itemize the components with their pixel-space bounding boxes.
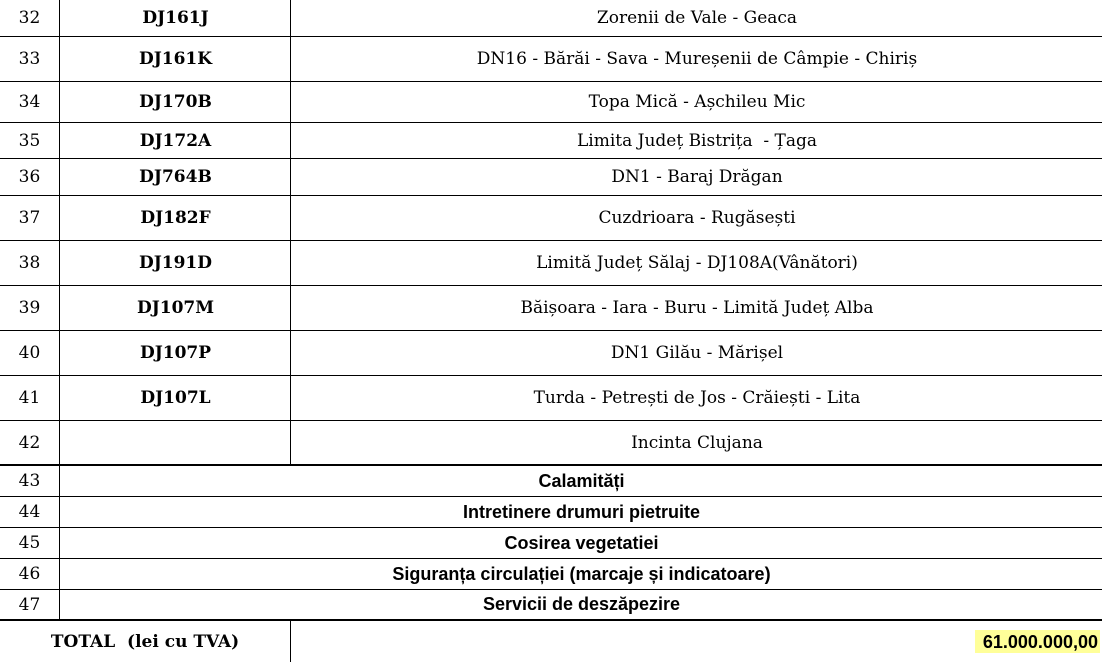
table-row — [0, 123, 1102, 159]
road-route: Zorenii de Vale - Geaca — [290, 0, 1102, 36]
road-code: DJ161K — [59, 37, 291, 81]
road-route: Incinta Clujana — [290, 421, 1102, 464]
category-label: Intretinere drumuri pietruite — [59, 497, 1102, 527]
category-label: Calamități — [59, 466, 1102, 496]
row-number: 40 — [18, 343, 41, 363]
row-number: 37 — [18, 208, 41, 228]
table-row — [0, 421, 1102, 466]
total-value: 61.000.000,00 — [975, 630, 1100, 653]
road-code: DJ161J — [59, 0, 291, 36]
road-route: Limita Județ Bistrița - Țaga — [290, 123, 1102, 158]
road-code: DJ107L — [59, 376, 291, 420]
category-row — [0, 497, 1102, 528]
category-row — [0, 590, 1102, 621]
table-row — [0, 241, 1102, 286]
road-code — [59, 421, 291, 464]
total-label: TOTAL (lei cu TVA) — [50, 631, 240, 652]
road-code: DJ107M — [59, 286, 291, 330]
row-number: 32 — [18, 8, 41, 28]
row-number: 33 — [18, 49, 41, 69]
road-route: DN1 - Baraj Drăgan — [290, 159, 1102, 195]
row-number: 43 — [18, 471, 41, 491]
table-row — [0, 82, 1102, 123]
road-route: Topa Mică - Așchileu Mic — [290, 82, 1102, 122]
row-number: 44 — [18, 502, 41, 522]
road-route: DN16 - Bărăi - Sava - Mureșenii de Câmpie - Chiriș — [290, 37, 1102, 81]
row-number: 46 — [18, 564, 41, 584]
total-value-cell — [290, 621, 1102, 662]
category-label: Cosirea vegetatiei — [59, 528, 1102, 558]
row-number: 45 — [18, 533, 41, 553]
category-row — [0, 466, 1102, 497]
table-row — [0, 159, 1102, 196]
road-route: Limită Județ Sălaj - DJ108A(Vânători) — [290, 241, 1102, 285]
row-number: 41 — [18, 388, 41, 408]
category-label: Siguranța circulației (marcaje și indicatoare) — [59, 559, 1102, 589]
table-row — [0, 286, 1102, 331]
row-number: 38 — [18, 253, 41, 273]
road-code: DJ182F — [59, 196, 291, 240]
road-route: DN1 Gilău - Mărișel — [290, 331, 1102, 375]
row-number: 47 — [18, 594, 41, 615]
row-number: 35 — [18, 130, 41, 151]
category-row — [0, 559, 1102, 590]
road-code: DJ191D — [59, 241, 291, 285]
total-row — [0, 621, 1102, 662]
road-code: DJ172A — [59, 123, 291, 158]
row-number: 36 — [18, 167, 41, 187]
table-row — [0, 37, 1102, 82]
category-label: Servicii de deszăpezire — [59, 590, 1102, 619]
table-row — [0, 376, 1102, 421]
row-number: 34 — [18, 92, 41, 112]
road-code: DJ107P — [59, 331, 291, 375]
road-route: Turda - Petrești de Jos - Crăiești - Lita — [290, 376, 1102, 420]
row-number: 42 — [18, 432, 41, 453]
row-number: 39 — [18, 298, 41, 318]
table-row — [0, 331, 1102, 376]
category-row — [0, 528, 1102, 559]
road-route: Cuzdrioara - Rugăsești — [290, 196, 1102, 240]
road-route: Băișoara - Iara - Buru - Limită Județ Alba — [290, 286, 1102, 330]
table-row — [0, 196, 1102, 241]
table-row — [0, 0, 1102, 37]
road-code: DJ764B — [59, 159, 291, 195]
road-code: DJ170B — [59, 82, 291, 122]
